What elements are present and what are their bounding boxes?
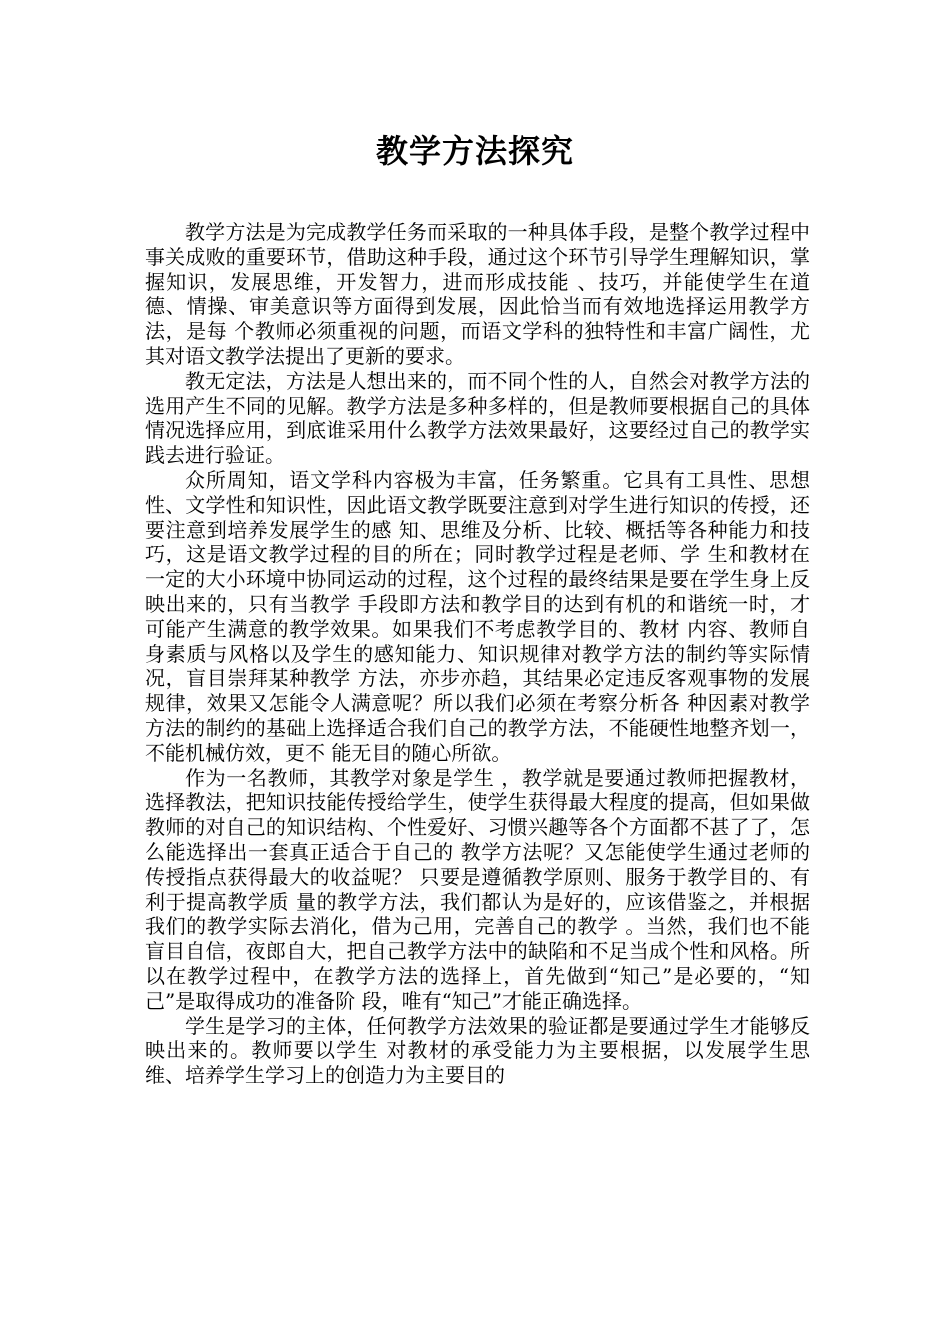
paragraph-5: 学生是学习的主体，任何教学方法效果的验证都是要通过学生才能够反映出来的。教师要以学生 对教材的承受能力为主要根据，以发展学生思维、培养学生学习上的创造力为主要目的 bbox=[145, 1013, 810, 1088]
document-title: 教学方法探究 bbox=[375, 132, 574, 170]
paragraph-1: 教学方法是为完成教学任务而采取的一种具体手段，是整个教学过程中事关成败的重要环节，借助这种手段，通过这个环节引导学生理解知识，掌握知识，发展思维，开发智力，进而形成技能 、技巧，并能使学生在道德、情操、审美意识等方面得到发展，因此恰当而有效地选择运用教学方法，是每 个教师必须重视的问题，而语文学科的独特性和丰富广阔性，尤其对语文教学法提出了更新的要求。 bbox=[145, 220, 810, 368]
document-body bbox=[145, 220, 810, 1088]
paragraph-2: 教无定法，方法是人想出来的，而不同个性的人，自然会对教学方法的选用产生不同的见解。教学方法是多种多样的，但是教师要根据自己的具体 情况选择应用，到底谁采用什么教学方法效果最好，这要经过自己的教学实践去进行验证。 bbox=[145, 368, 810, 468]
paragraph-4: 作为一名教师，其教学对象是学生 ，教学就是要通过教师把握教材，选择教法，把知识技能传授给学生，使学生获得最大程度的提高，但如果做 教师的对自己的知识结构、个性爱好、习惯兴趣等各个方面都不甚了了，怎么能选择出一套真正适合于自己的 教学方法呢？又怎能使学生通过老师的传授指点获得最大的收益呢？ 只要是遵循教学原则、服务于教学目的、有利于提高教学质 量的教学方法，我们都认为是好的，应该借鉴之，并根据我们的教学实际去消化，借为己用，完善自己的教学 。当然，我们也不能盲目自信，夜郎自大，把自己教学方法中的缺陷和不足当成个性和风格。所以在教学过程中，在教学方法的选择上，首先做到“知己”是必要的，“知己”是取得成功的准备阶 段，唯有“知己”才能正确选择。 bbox=[145, 765, 810, 1013]
paragraph-3: 众所周知，语文学科内容极为丰富，任务繁重。它具有工具性、思想性、文学性和知识性，因此语文教学既要注意到对学生进行知识的传授，还要注意到培养发展学生的感 知、思维及分析、比较、概括等各种能力和技巧，这是语文教学过程的目的所在；同时教学过程是老师、学 生和教材在一定的大小环境中协同运动的过程，这个过程的最终结果是要在学生身上反映出来的，只有当教学 手段即方法和教学目的达到有机的和谐统一时，才可能产生满意的教学效果。如果我们不考虑教学目的、教材 内容、教师自身素质与风格以及学生的感知能力、知识规律对教学方法的制约等实际情况，盲目崇拜某种教学 方法，亦步亦趋，其结果必定违反客观事物的发展规律，效果又怎能令人满意呢？所以我们必须在考察分析各 种因素对教学方法的制约的基础上选择适合我们自己的教学方法，不能硬性地整齐划一，不能机械仿效，更不 能无目的随心所欲。 bbox=[145, 467, 810, 765]
